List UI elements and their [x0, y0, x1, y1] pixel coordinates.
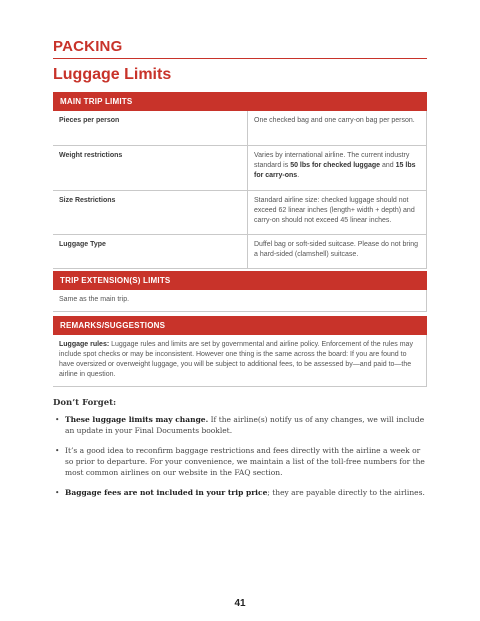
item-text: It’s a good idea to reconfirm baggage restrictions and fees directly with the airline a week or so prior to departure. For your convenience, we maintain a list of the toll-free numbers for the most common airlines on our website in the FAQ section. [65, 446, 425, 477]
trip-extension-header: TRIP EXTENSION(S) LIMITS [53, 271, 427, 290]
trip-extension-body: Same as the main trip. [53, 290, 427, 312]
row-label: Luggage Type [53, 234, 248, 268]
table-row [53, 145, 427, 190]
remarks-body [53, 335, 427, 387]
list-item [53, 445, 427, 478]
row-label: Size Restrictions [53, 190, 248, 234]
row-value: Duffel bag or soft-sided suitcase. Please do not bring a hard-sided (clamshell) suitcase. [248, 234, 427, 268]
remarks-header: REMARKS/SUGGESTIONS [53, 316, 427, 335]
limits-table [53, 111, 427, 269]
value-emphasis: 50 lbs for checked luggage [290, 161, 381, 169]
row-label: Pieces per person [53, 111, 248, 145]
main-trip-limits-header: MAIN TRIP LIMITS [53, 92, 427, 111]
value-text: Varies by international airline. The current industry standard is [254, 151, 410, 169]
row-value: Standard airline size: checked luggage should not exceed 62 linear inches (length+ width + depth) and carry-on should not exceed 45 linear inches. [248, 190, 427, 234]
remarks-suggestions [53, 316, 427, 387]
page-number: 41 [234, 598, 246, 609]
row-label: Weight restrictions [53, 145, 248, 190]
row-value [248, 145, 427, 190]
row-value: One checked bag and one carry-on bag per person. [248, 111, 427, 145]
table-row [53, 234, 427, 268]
value-text: and [380, 161, 396, 169]
section-divider [53, 58, 427, 59]
value-text: . [297, 171, 300, 179]
remarks-text: Luggage rules and limits are set by governmental and airline policy. Enforcement of the rules may include spot checks or may be inconsistent. However one thing is the same across the board: If you are found to have oversized or overweight luggage, you will be subject to additional fees, to be assessed by—and paid to—the airline in question. [59, 341, 413, 378]
item-text: ; they are payable directly to the airlines. [267, 488, 425, 497]
section-title: PACKING [53, 38, 123, 55]
trip-extension-limits [53, 271, 427, 312]
list-item [53, 487, 427, 498]
table-row [53, 190, 427, 234]
remarks-lead: Luggage rules: [59, 341, 110, 348]
table-row [53, 111, 427, 145]
item-emphasis: These luggage limits may change. [65, 415, 209, 424]
reminder-list [53, 414, 427, 498]
list-item [53, 414, 427, 436]
dont-forget-section [53, 398, 427, 507]
bullet-icon: • [55, 488, 60, 497]
item-text: If the airline(s) notify us of any changes, we will include an update in your Final Documents booklet. [65, 415, 425, 435]
page-title: Luggage Limits [53, 66, 172, 83]
bullet-icon: • [55, 446, 60, 455]
value-emphasis: 15 lbs for carry-ons [254, 161, 416, 179]
dont-forget-title: Don’t Forget: [53, 398, 117, 408]
main-trip-limits-table [53, 92, 427, 269]
item-emphasis: Baggage fees are not included in your trip price [65, 488, 268, 497]
bullet-icon: • [55, 415, 60, 424]
